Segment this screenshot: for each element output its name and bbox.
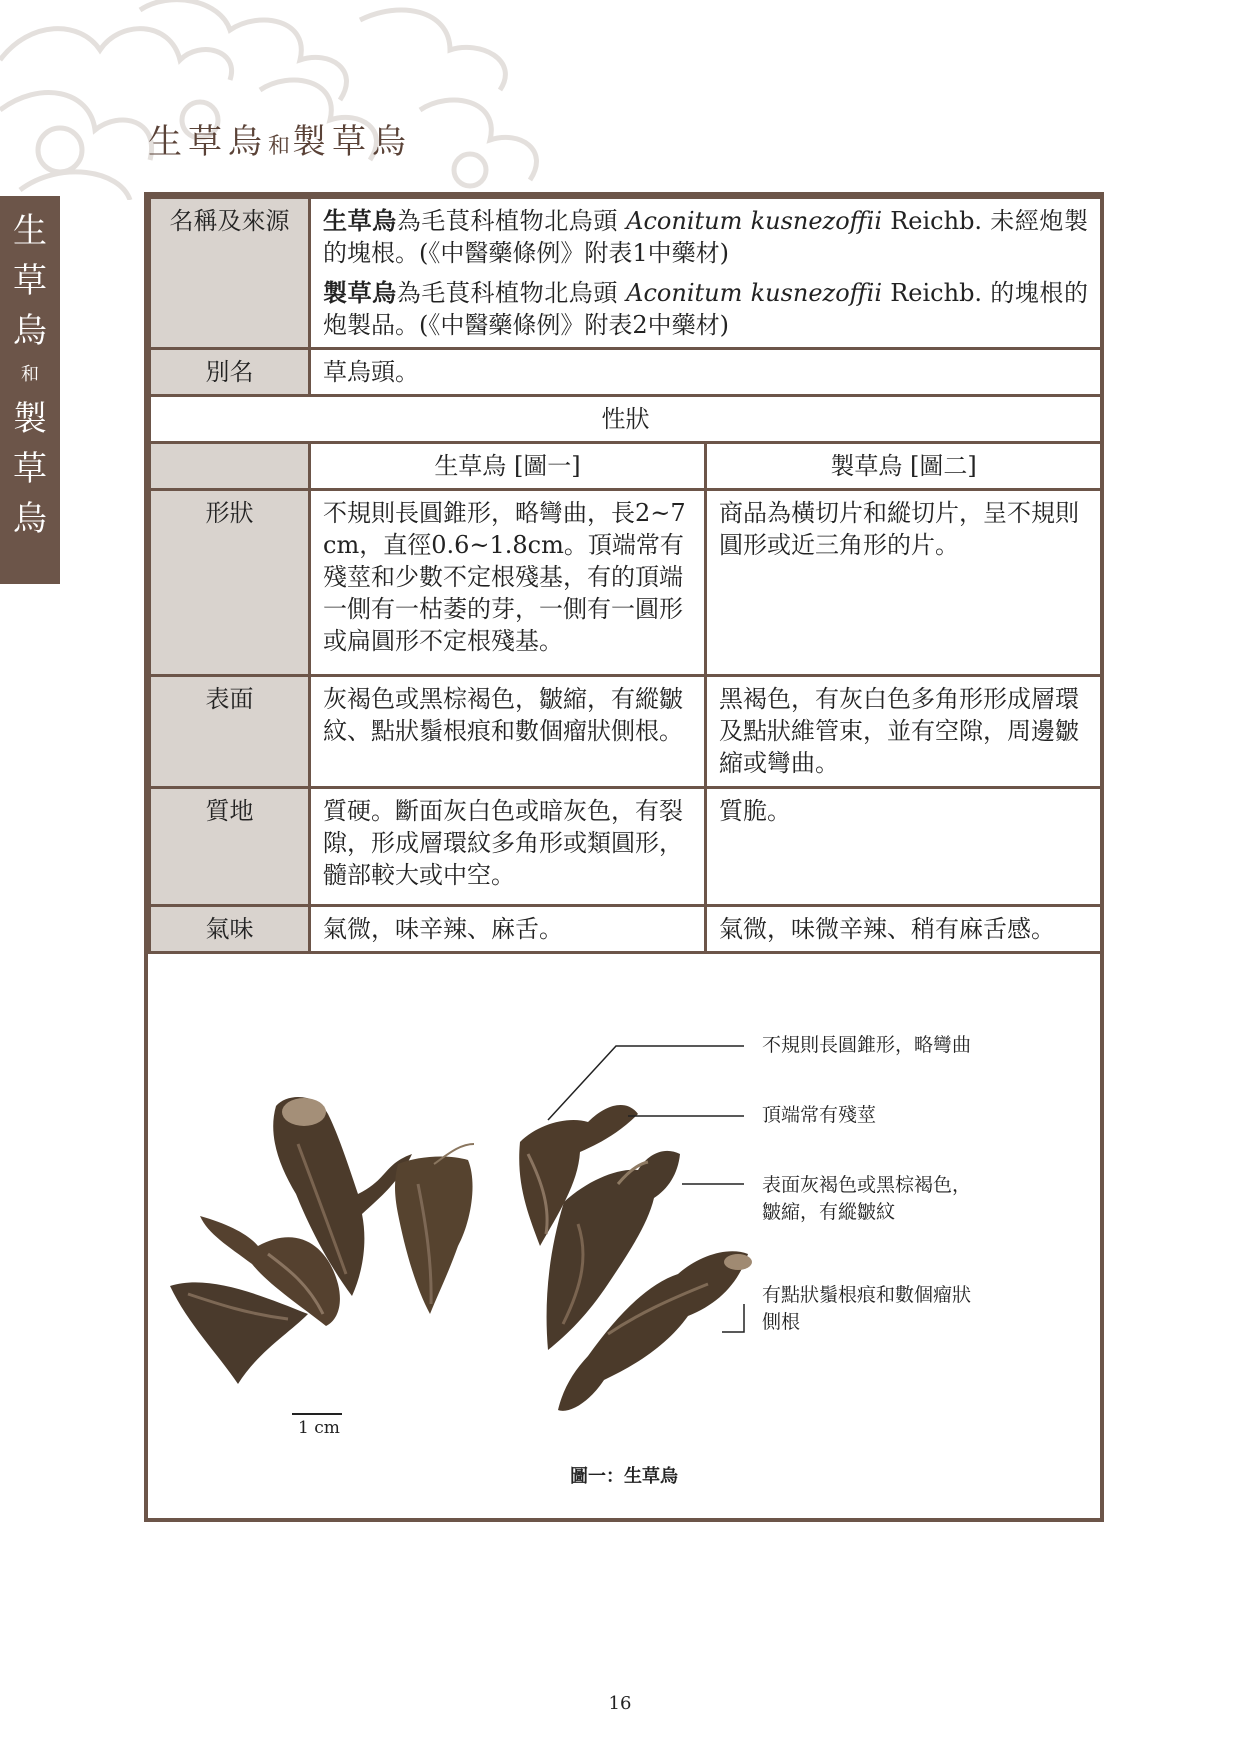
col-head-processed: 製草烏 [圖二]	[706, 443, 1102, 490]
side-char: 生	[13, 211, 47, 251]
callout-2	[762, 1102, 876, 1129]
section-header: 性狀	[150, 396, 1102, 443]
side-char: 草	[13, 449, 47, 489]
raw-cell: 質硬。斷面灰白色或暗灰色，有裂隙，形成層環紋多角形或類圓形，髓部較大或中空。	[310, 788, 706, 906]
callout-1-text: 不規則長圓錐形，略彎曲	[762, 1034, 972, 1056]
source-label: 名稱及來源	[150, 198, 310, 349]
scale-label: 1 cm	[298, 1418, 340, 1438]
callout-4-line-2: 側根	[762, 1311, 801, 1333]
title-joiner: 和	[268, 134, 293, 159]
source-raw-name: 生草烏	[323, 206, 397, 235]
section-header-row	[150, 396, 1102, 443]
row-label: 氣味	[150, 906, 310, 953]
callout-3-line-1: 表面灰褐色或黑棕褐色，	[762, 1174, 972, 1196]
processed-cell: 商品為橫切片和縱切片，呈不規則圓形或近三角形的片。	[706, 490, 1102, 676]
row-label: 形狀	[150, 490, 310, 676]
side-tab	[0, 196, 60, 584]
raw-cell: 灰褐色或黑棕褐色，皺縮，有縱皺紋、點狀鬚根痕和數個瘤狀側根。	[310, 676, 706, 788]
source-row	[150, 198, 1102, 349]
side-char: 和	[21, 364, 39, 385]
source-processed-text-b: Reichb. 的塊根的炮製品。(《中醫藥條例》附表2中藥材)	[323, 279, 1089, 339]
callout-4-line-1: 有點狀鬚根痕和數個瘤狀	[762, 1284, 972, 1306]
figure-area	[148, 984, 1100, 1518]
callout-3	[762, 1172, 971, 1226]
title-part2: 製草烏	[292, 122, 413, 162]
alias-value: 草烏頭。	[310, 349, 1102, 396]
raw-root-4	[395, 1144, 474, 1314]
source-para-raw	[323, 205, 1088, 269]
processed-cell: 氣微，味微辛辣、稍有麻舌感。	[706, 906, 1102, 953]
raw-cell: 不規則長圓錐形，略彎曲，長2~7cm，直徑0.6~1.8cm。頂端常有殘莖和少數不定根殘基，有的頂端一側有一枯萎的芽，一側有一圓形或扁圓形不定根殘基。	[310, 490, 706, 676]
title-part1: 生草烏	[148, 122, 268, 162]
raw-root-1	[170, 1282, 308, 1384]
callout-3-line-2: 皺縮，有縱皺紋	[762, 1201, 896, 1223]
source-processed-latin: Aconitum kusnezoffii	[626, 279, 883, 307]
page-title	[148, 114, 412, 163]
side-char: 草	[13, 261, 47, 301]
source-processed-text-a: 為毛茛科植物北烏頭	[396, 279, 627, 307]
callout-1	[762, 1032, 971, 1059]
alias-label: 別名	[150, 349, 310, 396]
source-processed-name: 製草烏	[323, 278, 397, 307]
raw-cell: 氣微，味辛辣、麻舌。	[310, 906, 706, 953]
source-raw-text-a: 為毛茛科植物北烏頭	[396, 207, 627, 235]
col-head-raw: 生草烏 [圖一]	[310, 443, 706, 490]
alias-row	[150, 349, 1102, 396]
figure-caption: 圖一：生草烏	[570, 1466, 678, 1487]
odor-row	[150, 906, 1102, 953]
empty-head-cell	[150, 443, 310, 490]
cloud-pattern-decoration	[0, 0, 560, 200]
row-label: 質地	[150, 788, 310, 906]
source-raw-latin: Aconitum kusnezoffii	[626, 207, 883, 235]
row-label: 表面	[150, 676, 310, 788]
surface-row	[150, 676, 1102, 788]
side-char: 製	[13, 399, 47, 439]
side-char: 烏	[13, 311, 47, 351]
column-heads-row	[150, 443, 1102, 490]
texture-row	[150, 788, 1102, 906]
processed-cell: 黑褐色，有灰白色多角形形成層環及點狀維管束，並有空隙，周邊皺縮或彎曲。	[706, 676, 1102, 788]
source-cell	[310, 198, 1102, 349]
source-raw-text-b: Reichb. 未經炮製的塊根。(《中醫藥條例》附表1中藥材)	[323, 207, 1089, 267]
processed-cell: 質脆。	[706, 788, 1102, 906]
properties-table	[148, 196, 1103, 954]
page-number: 16	[608, 1693, 632, 1714]
side-char: 烏	[13, 499, 47, 539]
callout-4	[762, 1282, 971, 1336]
shape-row	[150, 490, 1102, 676]
source-para-processed	[323, 277, 1088, 341]
callout-2-text: 頂端常有殘莖	[762, 1104, 877, 1126]
